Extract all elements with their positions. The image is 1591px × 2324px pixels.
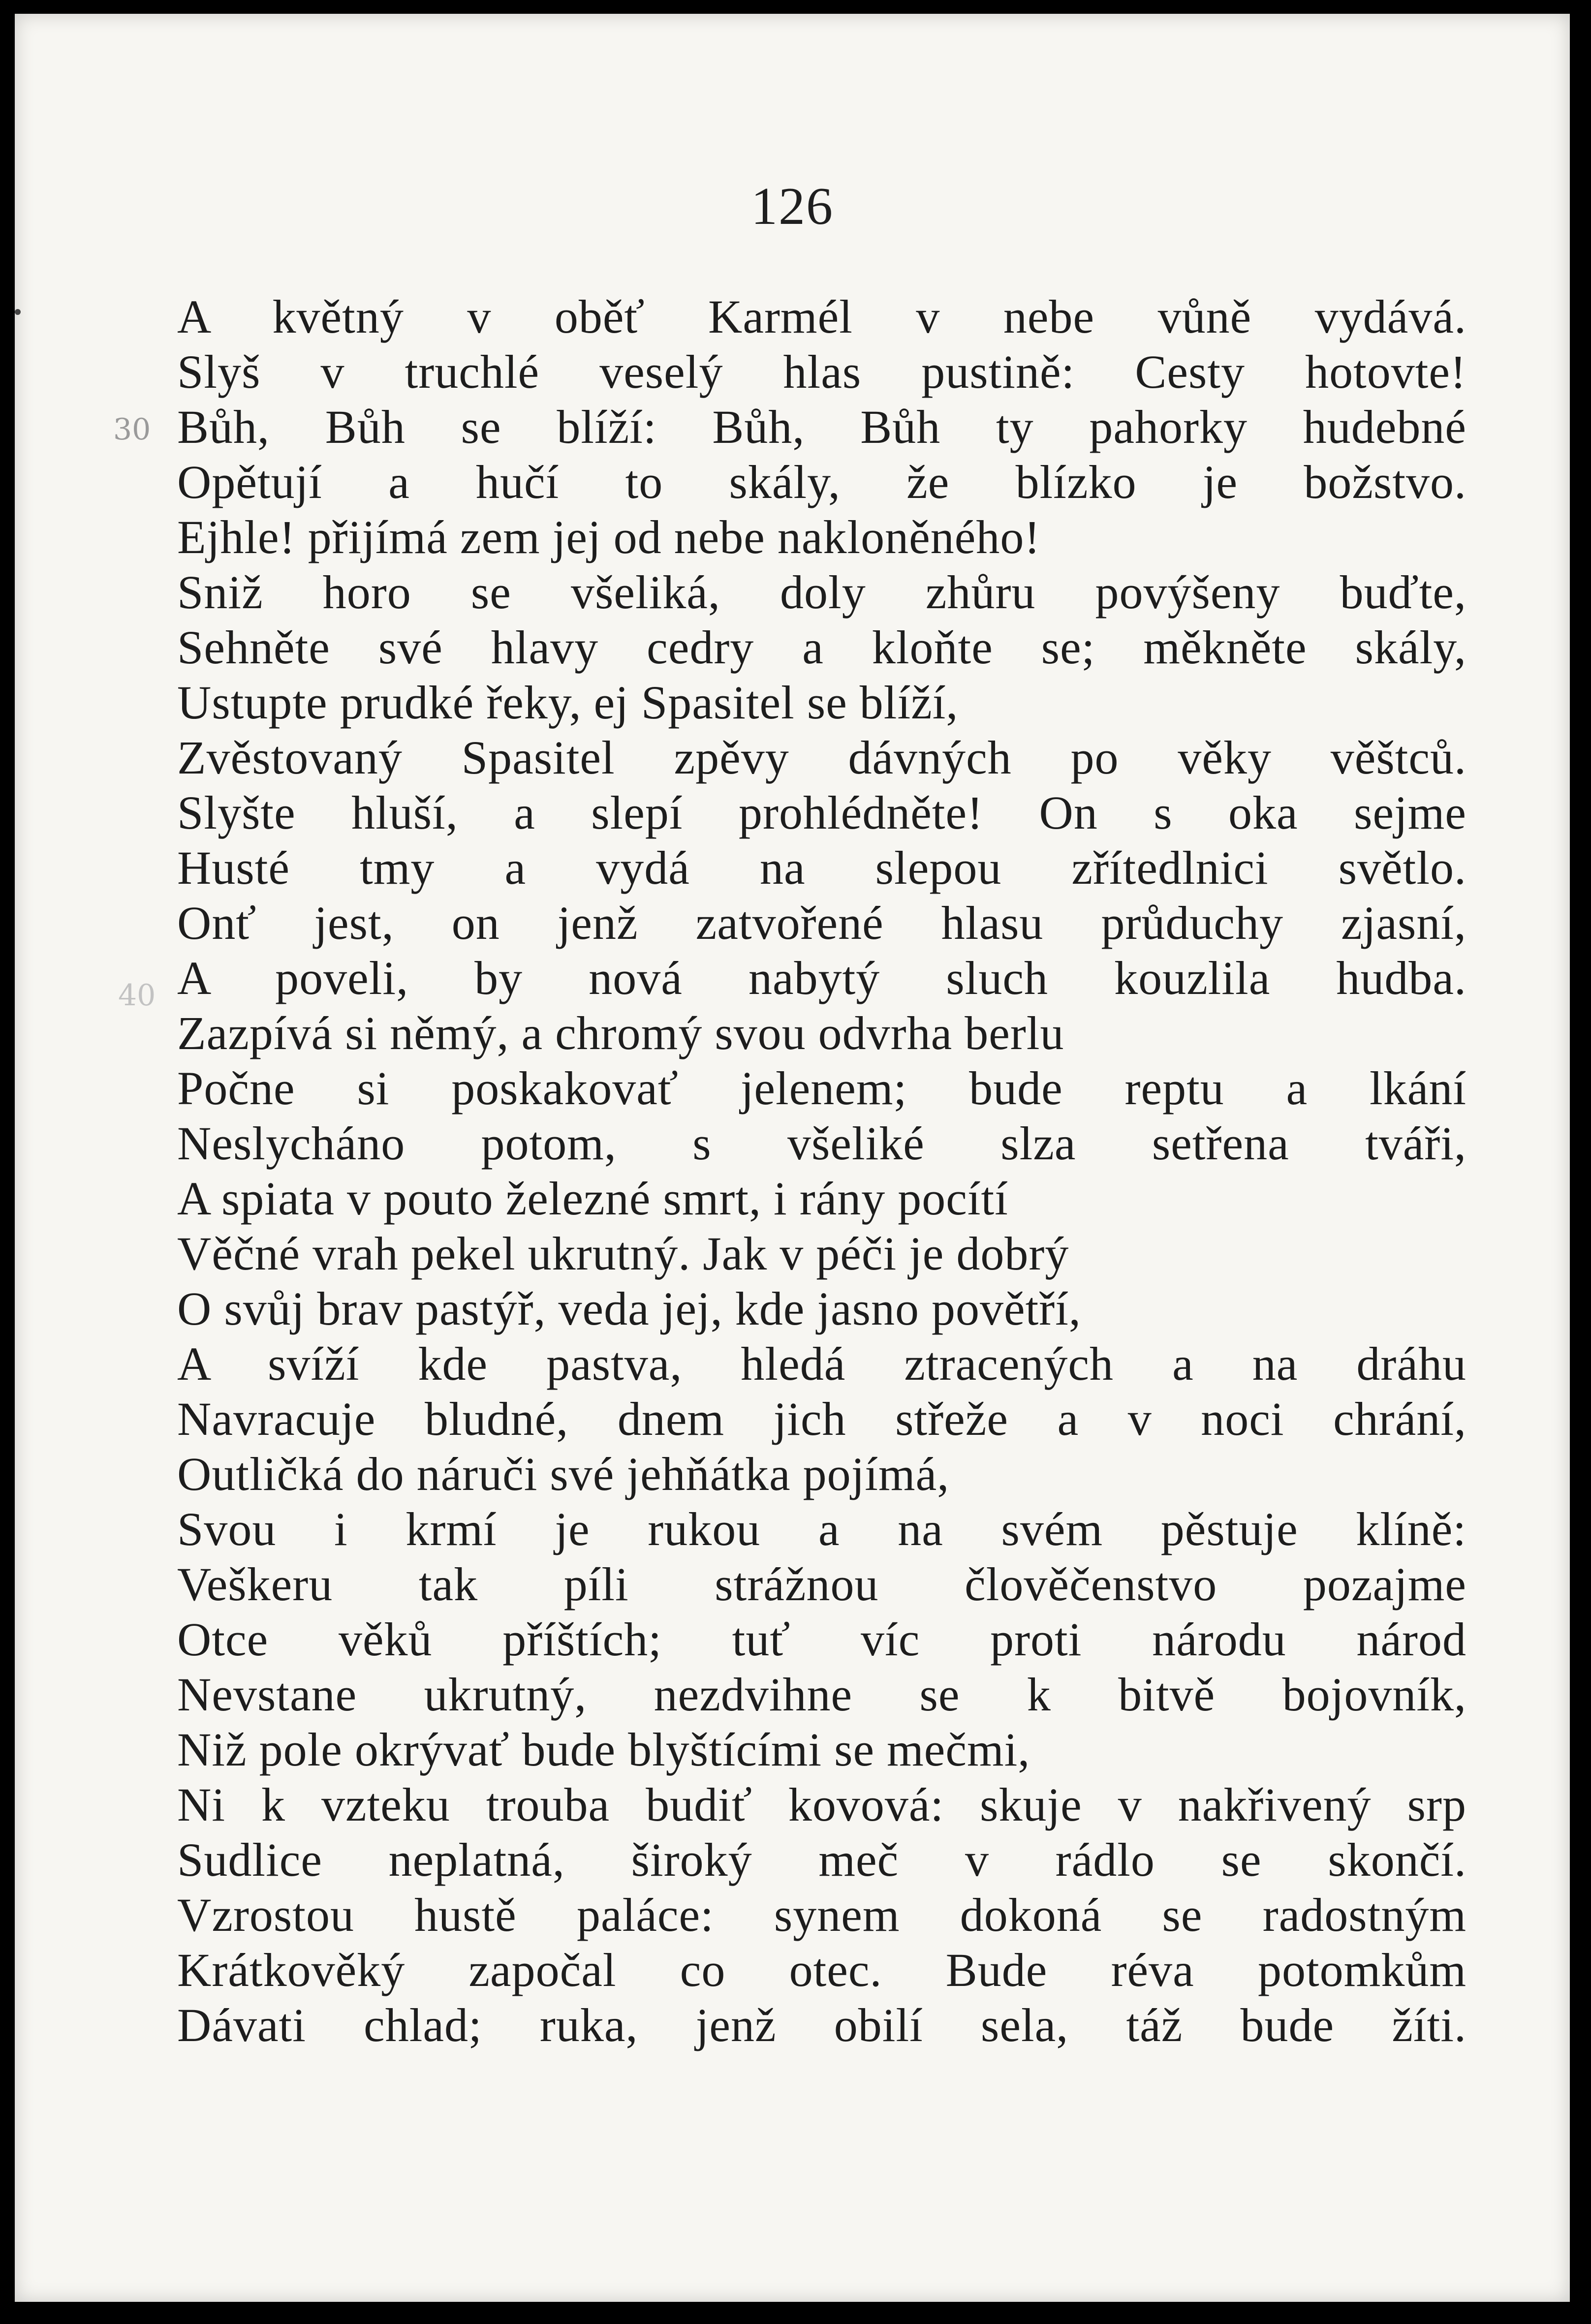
poem-line: Husté tmy a vydá na slepou zřítedlnici světlo.: [177, 841, 1466, 894]
margin-dot: [15, 309, 21, 315]
poem-line: Neslycháno potom, s všeliké slza setřena tváři,: [177, 1117, 1466, 1170]
poem-line: Ni k vzteku trouba budiť kovová: skuje v nakřivený srp: [177, 1778, 1466, 1831]
poem-line: Nevstane ukrutný, nezdvihne se k bitvě bojovník,: [177, 1668, 1466, 1721]
poem-line: Opětují a hučí to skály, že blízko je božstvo.: [177, 456, 1466, 508]
margin-annotation: 40: [118, 978, 156, 1013]
poem-line: Věčné vrah pekel ukrutný. Jak v péči je dobrý: [177, 1227, 1069, 1280]
poem-line: Svou i krmí je rukou a na svém pěstuje klíně:: [177, 1503, 1466, 1555]
poem-line: Sniž horo se všeliká, doly zhůru povýšeny buďte,: [177, 566, 1466, 619]
poem-line: Krátkověký započal co otec. Bude réva potomkům: [177, 1944, 1466, 1996]
poem-line: A poveli, by nová nabytý sluch kouzlila hudba.: [177, 952, 1466, 1004]
poem-text: [177, 289, 1466, 2053]
poem-line: Vzrostou hustě paláce: synem dokoná se radostným: [177, 1889, 1466, 1941]
poem-line: A spiata v pouto železné smrt, i rány pocítí: [177, 1172, 1008, 1225]
poem-line: Sudlice neplatná, široký meč v rádlo se skončí.: [177, 1833, 1466, 1886]
margin-annotation: 30: [113, 412, 151, 447]
poem-line: Počne si poskakovať jelenem; bude reptu a lkání: [177, 1062, 1466, 1115]
poem-line: Ustupte prudké řeky, ej Spasitel se blíží,: [177, 676, 959, 729]
poem-line: Zvěstovaný Spasitel zpěvy dávných po věky věštců.: [177, 731, 1466, 784]
poem-line: Onť jest, on jenž zatvořené hlasu průduchy zjasní,: [177, 897, 1466, 949]
poem-line: A květný v oběť Karmél v nebe vůně vydává.: [177, 290, 1466, 343]
poem-line: O svůj brav pastýř, veda jej, kde jasno povětří,: [177, 1282, 1081, 1335]
poem-line: Outličká do náruči své jehňátka pojímá,: [177, 1448, 950, 1500]
poem-line: Dávati chlad; ruka, jenž obilí sela, táž bude žíti.: [177, 1999, 1466, 2051]
poem-line: Bůh, Bůh se blíží: Bůh, Bůh ty pahorky hudebné: [177, 401, 1466, 453]
poem-line: Slyš v truchlé veselý hlas pustině: Cesty hotovte!: [177, 345, 1466, 398]
poem-line: Otce věků příštích; tuť víc proti národu národ: [177, 1613, 1466, 1666]
poem-line: Zazpívá si němý, a chromý svou odvrha berlu: [177, 1007, 1064, 1059]
poem-line: Sehněte své hlavy cedry a kloňte se; měkněte skály,: [177, 621, 1466, 674]
poem-line: A svíží kde pastva, hledá ztracených a na dráhu: [177, 1337, 1466, 1390]
book-page: [15, 14, 1570, 2302]
poem-line: Slyšte hluší, a slepí prohlédněte! On s oka sejme: [177, 786, 1466, 839]
poem-line: Veškeru tak píli strážnou člověčenstvo pozajme: [177, 1558, 1466, 1611]
page-number: 126: [751, 177, 834, 236]
poem-line: Ejhle! přijímá zem jej od nebe nakloněného!: [177, 511, 1041, 563]
poem-line: Niž pole okrývať bude blyštícími se mečmi,: [177, 1723, 1030, 1776]
poem-line: Navracuje bludné, dnem jich střeže a v noci chrání,: [177, 1393, 1466, 1445]
